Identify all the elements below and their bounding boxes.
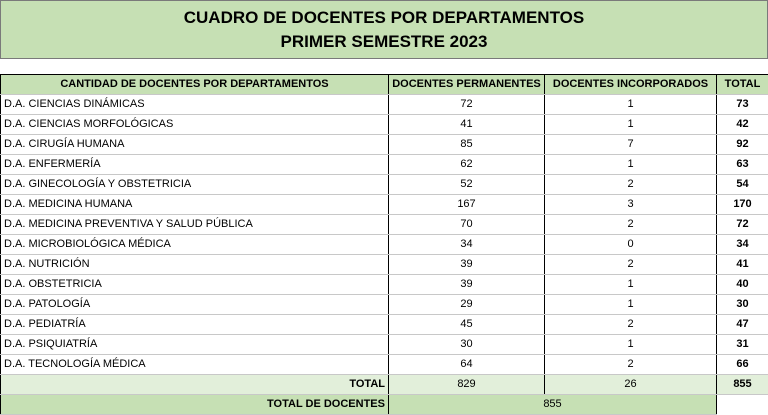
page-subtitle: PRIMER SEMESTRE 2023 bbox=[1, 32, 767, 52]
department-cell: D.A. NUTRICIÓN bbox=[1, 255, 389, 275]
page-title: CUADRO DE DOCENTES POR DEPARTAMENTOS bbox=[1, 8, 767, 28]
total-cell: 170 bbox=[717, 195, 768, 215]
table-row bbox=[1, 355, 768, 375]
total-label: TOTAL bbox=[1, 375, 389, 395]
incorporados-cell: 1 bbox=[545, 95, 717, 115]
total-cell: 30 bbox=[717, 295, 768, 315]
table-row bbox=[1, 195, 768, 215]
incorporados-cell: 1 bbox=[545, 275, 717, 295]
total-cell: 42 bbox=[717, 115, 768, 135]
total-incorporados: 26 bbox=[545, 375, 717, 395]
department-cell: D.A. PATOLOGÍA bbox=[1, 295, 389, 315]
incorporados-cell: 1 bbox=[545, 335, 717, 355]
total-cell: 63 bbox=[717, 155, 768, 175]
incorporados-cell: 0 bbox=[545, 235, 717, 255]
total-cell: 31 bbox=[717, 335, 768, 355]
incorporados-cell: 1 bbox=[545, 295, 717, 315]
department-cell: D.A. CIENCIAS MORFOLÓGICAS bbox=[1, 115, 389, 135]
table-row bbox=[1, 95, 768, 115]
total-permanentes: 829 bbox=[389, 375, 545, 395]
incorporados-cell: 1 bbox=[545, 115, 717, 135]
department-cell: D.A. TECNOLOGÍA MÉDICA bbox=[1, 355, 389, 375]
permanentes-cell: 34 bbox=[389, 235, 545, 255]
table-row bbox=[1, 275, 768, 295]
total-row bbox=[1, 375, 768, 395]
header-departamento: CANTIDAD DE DOCENTES POR DEPARTAMENTOS bbox=[1, 75, 389, 95]
header-total: TOTAL bbox=[717, 75, 768, 95]
department-cell: D.A. GINECOLOGÍA Y OBSTETRICIA bbox=[1, 175, 389, 195]
table-header-row bbox=[1, 75, 768, 95]
permanentes-cell: 52 bbox=[389, 175, 545, 195]
department-cell: D.A. MEDICINA HUMANA bbox=[1, 195, 389, 215]
total-total: 855 bbox=[717, 375, 768, 395]
department-cell: D.A. MICROBIOLÓGICA MÉDICA bbox=[1, 235, 389, 255]
incorporados-cell: 2 bbox=[545, 255, 717, 275]
docentes-table bbox=[0, 74, 768, 415]
total-cell: 34 bbox=[717, 235, 768, 255]
total-cell: 41 bbox=[717, 255, 768, 275]
permanentes-cell: 167 bbox=[389, 195, 545, 215]
permanentes-cell: 85 bbox=[389, 135, 545, 155]
total-cell: 66 bbox=[717, 355, 768, 375]
total-cell: 72 bbox=[717, 215, 768, 235]
department-cell: D.A. PEDIATRÍA bbox=[1, 315, 389, 335]
permanentes-cell: 39 bbox=[389, 275, 545, 295]
table-row bbox=[1, 315, 768, 335]
table-row bbox=[1, 295, 768, 315]
incorporados-cell: 2 bbox=[545, 315, 717, 335]
title-banner bbox=[0, 0, 768, 59]
permanentes-cell: 39 bbox=[389, 255, 545, 275]
permanentes-cell: 70 bbox=[389, 215, 545, 235]
total-cell: 54 bbox=[717, 175, 768, 195]
total-cell: 73 bbox=[717, 95, 768, 115]
table-row bbox=[1, 335, 768, 355]
table-row bbox=[1, 215, 768, 235]
table-row bbox=[1, 135, 768, 155]
header-incorporados: DOCENTES INCORPORADOS bbox=[545, 75, 717, 95]
permanentes-cell: 29 bbox=[389, 295, 545, 315]
grand-total-value: 855 bbox=[389, 395, 717, 415]
incorporados-cell: 2 bbox=[545, 175, 717, 195]
permanentes-cell: 41 bbox=[389, 115, 545, 135]
permanentes-cell: 64 bbox=[389, 355, 545, 375]
incorporados-cell: 2 bbox=[545, 355, 717, 375]
permanentes-cell: 30 bbox=[389, 335, 545, 355]
department-cell: D.A. CIRUGÍA HUMANA bbox=[1, 135, 389, 155]
total-cell: 92 bbox=[717, 135, 768, 155]
table-row bbox=[1, 115, 768, 135]
grand-total-empty-cell bbox=[717, 395, 768, 415]
permanentes-cell: 45 bbox=[389, 315, 545, 335]
permanentes-cell: 72 bbox=[389, 95, 545, 115]
incorporados-cell: 7 bbox=[545, 135, 717, 155]
department-cell: D.A. MEDICINA PREVENTIVA Y SALUD PÚBLICA bbox=[1, 215, 389, 235]
department-cell: D.A. OBSTETRICIA bbox=[1, 275, 389, 295]
table-row bbox=[1, 235, 768, 255]
grand-total-label: TOTAL DE DOCENTES bbox=[1, 395, 389, 415]
grand-total-row bbox=[1, 395, 768, 415]
department-cell: D.A. ENFERMERÍA bbox=[1, 155, 389, 175]
department-cell: D.A. CIENCIAS DINÁMICAS bbox=[1, 95, 389, 115]
total-cell: 47 bbox=[717, 315, 768, 335]
table-row bbox=[1, 155, 768, 175]
total-cell: 40 bbox=[717, 275, 768, 295]
incorporados-cell: 2 bbox=[545, 215, 717, 235]
department-cell: D.A. PSIQUIATRÍA bbox=[1, 335, 389, 355]
incorporados-cell: 3 bbox=[545, 195, 717, 215]
table-row bbox=[1, 175, 768, 195]
incorporados-cell: 1 bbox=[545, 155, 717, 175]
header-permanentes: DOCENTES PERMANENTES bbox=[389, 75, 545, 95]
table-row bbox=[1, 255, 768, 275]
permanentes-cell: 62 bbox=[389, 155, 545, 175]
